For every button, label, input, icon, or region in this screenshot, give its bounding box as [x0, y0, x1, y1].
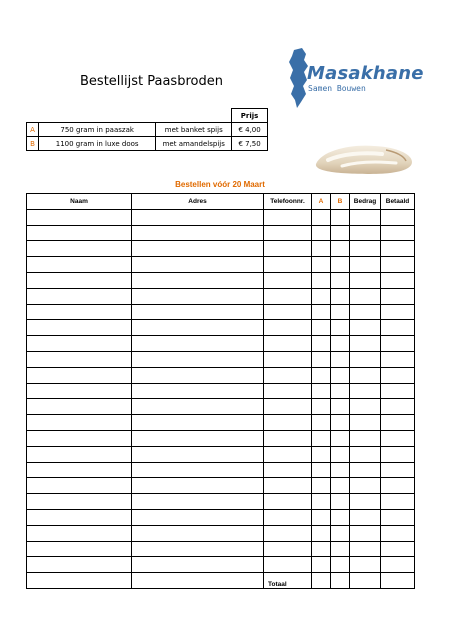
- cell-a[interactable]: [312, 304, 331, 320]
- cell-telefoonnr[interactable]: [264, 478, 312, 494]
- order-table: [26, 193, 415, 589]
- cell-b[interactable]: [331, 257, 350, 273]
- product-price: € 7,50: [232, 137, 268, 151]
- cell-betaald[interactable]: [381, 367, 415, 383]
- col-telefoonnr: Telefoonnr.: [264, 194, 312, 210]
- price-row-a: [27, 123, 268, 137]
- total-naam: [27, 573, 132, 589]
- cell-adres[interactable]: [132, 304, 264, 320]
- cell-telefoonnr[interactable]: [264, 415, 312, 431]
- table-row: [27, 430, 415, 446]
- cell-betaald[interactable]: [381, 288, 415, 304]
- cell-naam[interactable]: [27, 288, 132, 304]
- cell-telefoonnr[interactable]: [264, 209, 312, 225]
- cell-b[interactable]: [331, 399, 350, 415]
- product-description: 750 gram in paaszak: [38, 123, 155, 137]
- cell-telefoonnr[interactable]: [264, 272, 312, 288]
- cell-betaald[interactable]: [381, 304, 415, 320]
- table-row: [27, 478, 415, 494]
- table-row: [27, 257, 415, 273]
- cell-a[interactable]: [312, 320, 331, 336]
- cell-telefoonnr[interactable]: [264, 525, 312, 541]
- cell-bedrag[interactable]: [350, 367, 381, 383]
- cell-b[interactable]: [331, 383, 350, 399]
- cell-telefoonnr[interactable]: [264, 557, 312, 573]
- col-bedrag: Bedrag: [350, 194, 381, 210]
- cell-b[interactable]: [331, 541, 350, 557]
- cell-a[interactable]: [312, 541, 331, 557]
- cell-bedrag[interactable]: [350, 351, 381, 367]
- col-a: A: [312, 194, 331, 210]
- cell-a[interactable]: [312, 336, 331, 352]
- cell-bedrag[interactable]: [350, 541, 381, 557]
- cell-naam[interactable]: [27, 478, 132, 494]
- cell-b[interactable]: [331, 367, 350, 383]
- cell-bedrag[interactable]: [350, 225, 381, 241]
- table-row: [27, 336, 415, 352]
- cell-a[interactable]: [312, 209, 331, 225]
- cell-naam[interactable]: [27, 367, 132, 383]
- cell-b[interactable]: [331, 320, 350, 336]
- total-bedrag[interactable]: [350, 573, 381, 589]
- total-adres: [132, 573, 264, 589]
- cell-a[interactable]: [312, 415, 331, 431]
- cell-adres[interactable]: [132, 320, 264, 336]
- cell-adres[interactable]: [132, 225, 264, 241]
- bread-image: [312, 136, 416, 178]
- cell-a[interactable]: [312, 462, 331, 478]
- cell-betaald[interactable]: [381, 320, 415, 336]
- cell-a[interactable]: [312, 225, 331, 241]
- cell-telefoonnr[interactable]: [264, 446, 312, 462]
- price-row-b: [27, 137, 268, 151]
- cell-bedrag[interactable]: [350, 304, 381, 320]
- cell-telefoonnr[interactable]: [264, 430, 312, 446]
- cell-a[interactable]: [312, 288, 331, 304]
- cell-adres[interactable]: [132, 415, 264, 431]
- total-betaald[interactable]: [381, 573, 415, 589]
- cell-adres[interactable]: [132, 525, 264, 541]
- cell-a[interactable]: [312, 478, 331, 494]
- cell-b[interactable]: [331, 557, 350, 573]
- cell-naam[interactable]: [27, 446, 132, 462]
- cell-betaald[interactable]: [381, 225, 415, 241]
- cell-a[interactable]: [312, 383, 331, 399]
- table-row: [27, 494, 415, 510]
- cell-telefoonnr[interactable]: [264, 288, 312, 304]
- cell-adres[interactable]: [132, 351, 264, 367]
- cell-adres[interactable]: [132, 288, 264, 304]
- cell-bedrag[interactable]: [350, 209, 381, 225]
- cell-a[interactable]: [312, 430, 331, 446]
- cell-adres[interactable]: [132, 336, 264, 352]
- cell-b[interactable]: [331, 209, 350, 225]
- cell-adres[interactable]: [132, 478, 264, 494]
- cell-naam[interactable]: [27, 336, 132, 352]
- cell-bedrag[interactable]: [350, 462, 381, 478]
- total-row: [27, 573, 415, 589]
- table-row: [27, 272, 415, 288]
- cell-telefoonnr[interactable]: [264, 304, 312, 320]
- table-row: [27, 209, 415, 225]
- total-a[interactable]: [312, 573, 331, 589]
- cell-bedrag[interactable]: [350, 399, 381, 415]
- cell-telefoonnr[interactable]: [264, 225, 312, 241]
- cell-bedrag[interactable]: [350, 272, 381, 288]
- product-variant: met amandelspijs: [156, 137, 232, 151]
- cell-a[interactable]: [312, 257, 331, 273]
- cell-a[interactable]: [312, 351, 331, 367]
- cell-telefoonnr[interactable]: [264, 509, 312, 525]
- cell-adres[interactable]: [132, 367, 264, 383]
- cell-betaald[interactable]: [381, 478, 415, 494]
- cell-telefoonnr[interactable]: [264, 257, 312, 273]
- cell-a[interactable]: [312, 272, 331, 288]
- product-code: B: [27, 137, 39, 151]
- cell-b[interactable]: [331, 351, 350, 367]
- cell-telefoonnr[interactable]: [264, 399, 312, 415]
- table-row: [27, 351, 415, 367]
- cell-b[interactable]: [331, 336, 350, 352]
- cell-a[interactable]: [312, 241, 331, 257]
- col-betaald: Betaald: [381, 194, 415, 210]
- cell-telefoonnr[interactable]: [264, 336, 312, 352]
- table-row: [27, 509, 415, 525]
- table-row: [27, 241, 415, 257]
- product-variant: met banket spijs: [156, 123, 232, 137]
- cell-bedrag[interactable]: [350, 478, 381, 494]
- cell-betaald[interactable]: [381, 525, 415, 541]
- cell-bedrag[interactable]: [350, 430, 381, 446]
- cell-adres[interactable]: [132, 462, 264, 478]
- cell-naam[interactable]: [27, 541, 132, 557]
- table-row: [27, 288, 415, 304]
- cell-naam[interactable]: [27, 415, 132, 431]
- cell-adres[interactable]: [132, 541, 264, 557]
- logo-name: Masakhane: [307, 63, 424, 84]
- cell-bedrag[interactable]: [350, 336, 381, 352]
- total-b[interactable]: [331, 573, 350, 589]
- cell-betaald[interactable]: [381, 557, 415, 573]
- cell-naam[interactable]: [27, 509, 132, 525]
- cell-adres[interactable]: [132, 430, 264, 446]
- cell-b[interactable]: [331, 446, 350, 462]
- cell-adres[interactable]: [132, 383, 264, 399]
- cell-telefoonnr[interactable]: [264, 383, 312, 399]
- cell-bedrag[interactable]: [350, 320, 381, 336]
- table-row: [27, 446, 415, 462]
- cell-bedrag[interactable]: [350, 383, 381, 399]
- cell-a[interactable]: [312, 494, 331, 510]
- cell-adres[interactable]: [132, 446, 264, 462]
- cell-naam[interactable]: [27, 525, 132, 541]
- cell-bedrag[interactable]: [350, 494, 381, 510]
- cell-adres[interactable]: [132, 272, 264, 288]
- product-description: 1100 gram in luxe doos: [38, 137, 155, 151]
- cell-naam[interactable]: [27, 257, 132, 273]
- cell-telefoonnr[interactable]: [264, 351, 312, 367]
- cell-naam[interactable]: [27, 494, 132, 510]
- cell-betaald[interactable]: [381, 209, 415, 225]
- cell-b[interactable]: [331, 494, 350, 510]
- cell-betaald[interactable]: [381, 383, 415, 399]
- cell-telefoonnr[interactable]: [264, 462, 312, 478]
- logo-subtitle: Samen Bouwen: [308, 84, 366, 93]
- cell-b[interactable]: [331, 288, 350, 304]
- cell-b[interactable]: [331, 462, 350, 478]
- cell-bedrag[interactable]: [350, 257, 381, 273]
- page-title: Bestellijst Paasbroden: [80, 74, 223, 89]
- order-header-row: [27, 194, 415, 210]
- cell-b[interactable]: [331, 525, 350, 541]
- table-row: [27, 304, 415, 320]
- table-row: [27, 415, 415, 431]
- cell-betaald[interactable]: [381, 446, 415, 462]
- cell-b[interactable]: [331, 478, 350, 494]
- cell-betaald[interactable]: [381, 272, 415, 288]
- cell-bedrag[interactable]: [350, 525, 381, 541]
- cell-telefoonnr[interactable]: [264, 367, 312, 383]
- cell-a[interactable]: [312, 509, 331, 525]
- cell-naam[interactable]: [27, 241, 132, 257]
- cell-adres[interactable]: [132, 557, 264, 573]
- total-label: Totaal: [264, 573, 312, 589]
- product-price: € 4,00: [232, 123, 268, 137]
- cell-betaald[interactable]: [381, 241, 415, 257]
- cell-a[interactable]: [312, 446, 331, 462]
- table-row: [27, 367, 415, 383]
- cell-naam[interactable]: [27, 320, 132, 336]
- price-table: [26, 108, 268, 151]
- cell-a[interactable]: [312, 399, 331, 415]
- table-row: [27, 557, 415, 573]
- cell-bedrag[interactable]: [350, 557, 381, 573]
- table-row: [27, 383, 415, 399]
- cell-naam[interactable]: [27, 304, 132, 320]
- cell-betaald[interactable]: [381, 541, 415, 557]
- cell-telefoonnr[interactable]: [264, 541, 312, 557]
- cell-betaald[interactable]: [381, 399, 415, 415]
- cell-naam[interactable]: [27, 351, 132, 367]
- cell-b[interactable]: [331, 304, 350, 320]
- cell-betaald[interactable]: [381, 336, 415, 352]
- cell-bedrag[interactable]: [350, 415, 381, 431]
- table-row: [27, 462, 415, 478]
- cell-betaald[interactable]: [381, 257, 415, 273]
- africa-map-icon: [289, 48, 308, 108]
- cell-telefoonnr[interactable]: [264, 320, 312, 336]
- cell-naam[interactable]: [27, 462, 132, 478]
- cell-b[interactable]: [331, 430, 350, 446]
- cell-betaald[interactable]: [381, 509, 415, 525]
- cell-a[interactable]: [312, 557, 331, 573]
- col-adres: Adres: [132, 194, 264, 210]
- col-b: B: [331, 194, 350, 210]
- table-row: [27, 525, 415, 541]
- order-deadline: Bestellen vóór 20 Maart: [175, 180, 265, 189]
- cell-adres[interactable]: [132, 209, 264, 225]
- cell-a[interactable]: [312, 367, 331, 383]
- cell-telefoonnr[interactable]: [264, 494, 312, 510]
- cell-naam[interactable]: [27, 399, 132, 415]
- cell-naam[interactable]: [27, 272, 132, 288]
- table-row: [27, 399, 415, 415]
- cell-betaald[interactable]: [381, 351, 415, 367]
- cell-bedrag[interactable]: [350, 509, 381, 525]
- cell-naam[interactable]: [27, 557, 132, 573]
- cell-adres[interactable]: [132, 257, 264, 273]
- cell-betaald[interactable]: [381, 462, 415, 478]
- col-naam: Naam: [27, 194, 132, 210]
- cell-b[interactable]: [331, 241, 350, 257]
- product-code: A: [27, 123, 39, 137]
- cell-bedrag[interactable]: [350, 241, 381, 257]
- table-row: [27, 320, 415, 336]
- cell-a[interactable]: [312, 525, 331, 541]
- cell-betaald[interactable]: [381, 430, 415, 446]
- cell-adres[interactable]: [132, 399, 264, 415]
- cell-betaald[interactable]: [381, 494, 415, 510]
- cell-naam[interactable]: [27, 383, 132, 399]
- cell-telefoonnr[interactable]: [264, 241, 312, 257]
- table-row: [27, 541, 415, 557]
- cell-adres[interactable]: [132, 509, 264, 525]
- cell-b[interactable]: [331, 225, 350, 241]
- cell-b[interactable]: [331, 509, 350, 525]
- cell-adres[interactable]: [132, 494, 264, 510]
- cell-betaald[interactable]: [381, 415, 415, 431]
- cell-bedrag[interactable]: [350, 288, 381, 304]
- table-row: [27, 225, 415, 241]
- cell-naam[interactable]: [27, 209, 132, 225]
- cell-bedrag[interactable]: [350, 446, 381, 462]
- price-header: Prijs: [232, 109, 268, 123]
- cell-b[interactable]: [331, 415, 350, 431]
- cell-naam[interactable]: [27, 430, 132, 446]
- cell-b[interactable]: [331, 272, 350, 288]
- cell-naam[interactable]: [27, 225, 132, 241]
- cell-adres[interactable]: [132, 241, 264, 257]
